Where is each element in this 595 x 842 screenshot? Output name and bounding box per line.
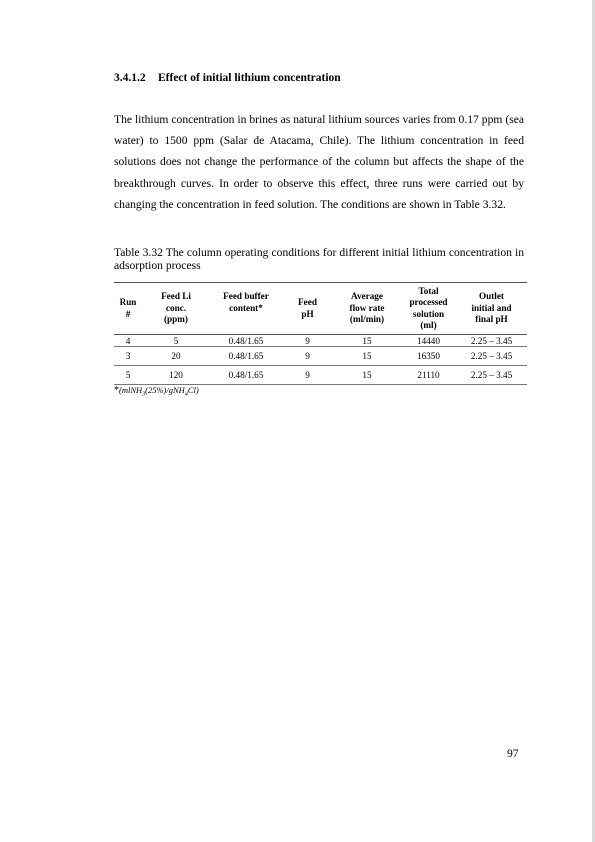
cell-ph: 9 — [282, 335, 333, 347]
conditions-table — [114, 282, 527, 385]
cell-feed-li: 5 — [142, 335, 210, 347]
cell-total-solution: 21110 — [401, 366, 456, 385]
table-caption: Table 3.32 The column operating conditions for different initial lithium concentration in adsorption process — [114, 246, 524, 272]
cell-flow-rate: 15 — [333, 335, 401, 347]
cell-outlet-ph: 2.25 – 3.45 — [456, 347, 527, 366]
cell-outlet-ph: 2.25 – 3.45 — [456, 335, 527, 347]
cell-buffer: 0.48/1.65 — [210, 347, 282, 366]
cell-outlet-ph: 2.25 – 3.45 — [456, 366, 527, 385]
cell-flow-rate: 15 — [333, 366, 401, 385]
table-row — [114, 347, 527, 366]
header-average-flow-rate: Average flow rate (ml/min) — [333, 283, 401, 335]
table-row — [114, 335, 527, 347]
cell-run: 5 — [114, 366, 142, 385]
cell-ph: 9 — [282, 366, 333, 385]
section-title: Effect of initial lithium concentration — [158, 72, 341, 84]
header-feed-ph: Feed pH — [282, 283, 333, 335]
header-run: Run # — [114, 283, 142, 335]
cell-feed-li: 20 — [142, 347, 210, 366]
cell-total-solution: 16350 — [401, 347, 456, 366]
cell-buffer: 0.48/1.65 — [210, 335, 282, 347]
body-paragraph: The lithium concentration in brines as natural lithium sources varies from 0.17 ppm (sea water) to 1500 ppm (Salar de Atacama, Chile). The lithium concentration in feed solutions does not change the performance of the column but affects the shape of the breakthrough curves. In order to observe this effect, three runs were carried out by changing the concentration in feed solution. The conditions are shown in Table 3.32. — [114, 113, 524, 211]
section-number: 3.4.1.2 — [114, 72, 146, 84]
cell-ph: 9 — [282, 347, 333, 366]
cell-feed-li: 120 — [142, 366, 210, 385]
cell-buffer: 0.48/1.65 — [210, 366, 282, 385]
header-feed-li-conc: Feed Li conc. (ppm) — [142, 283, 210, 335]
header-feed-buffer-content: Feed buffer content* — [210, 283, 282, 335]
cell-run: 4 — [114, 335, 142, 347]
table-footnote: *(mlNH$_3$(25%)/gNH$_4$Cl) — [114, 385, 199, 398]
cell-total-solution: 14440 — [401, 335, 456, 347]
header-outlet-ph: Outlet initial and final pH — [456, 283, 527, 335]
cell-flow-rate: 15 — [333, 347, 401, 366]
table-header-row — [114, 283, 527, 335]
page-number: 97 — [507, 747, 519, 760]
section-heading — [114, 72, 341, 84]
cell-run: 3 — [114, 347, 142, 366]
table-row — [114, 366, 527, 385]
header-total-processed-solution: Total processed solution (ml) — [401, 283, 456, 335]
